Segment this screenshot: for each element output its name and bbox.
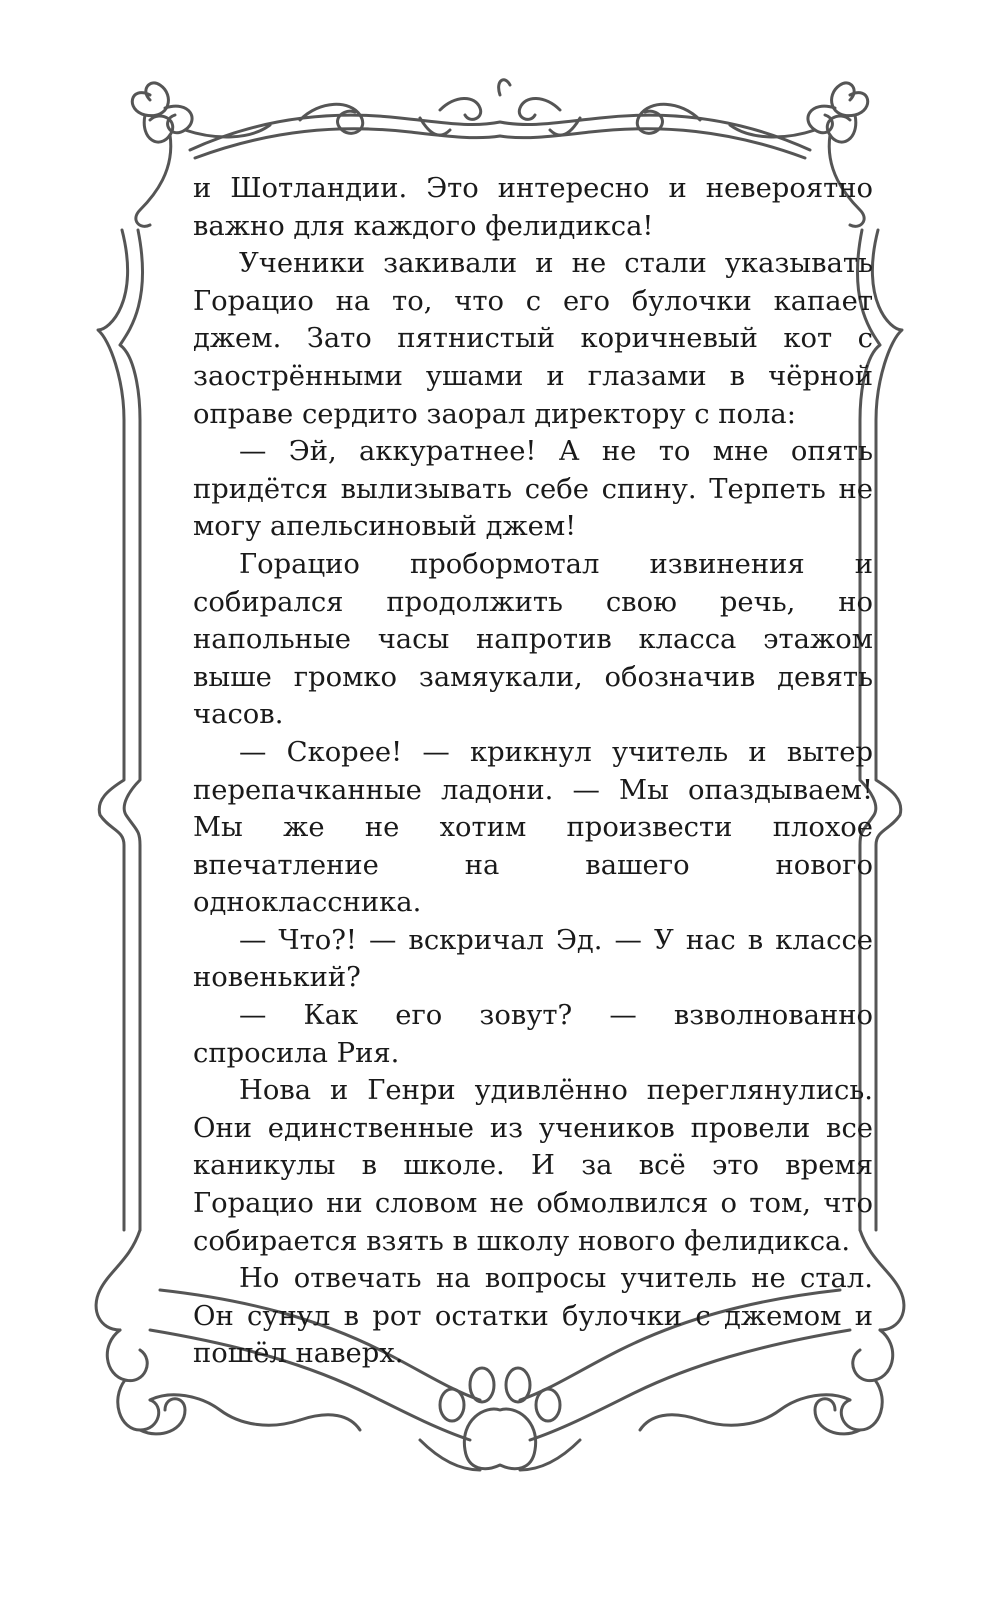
- paragraph: — Как его зовут? — взволнованно спросила Рия.: [193, 1000, 873, 1069]
- top-flourish: [300, 80, 700, 135]
- paragraph: и Шотландии. Это интересно и невероятно важно для каждого фелидикса!: [193, 173, 873, 242]
- paragraph: Горацио пробормотал извинения и собирался продолжить свою речь, но напольные часы напротив класса этажом выше громко замяукали, обозначив девять часов.: [193, 548, 873, 731]
- paragraph: — Эй, аккуратнее! А не то мне опять придётся вылизывать себе спину. Терпеть не могу апельсиновый джем!: [193, 436, 873, 543]
- book-text: [193, 170, 873, 1373]
- paragraph: Ученики закивали и не стали указывать Горацио на то, что с его булочки капает джем. Зато пятнистый коричневый кот с заострёнными ушами и глазами в чёрной оправе сердито заорал директору с пола:: [193, 248, 873, 430]
- paragraph: Но отвечать на вопросы учитель не стал. Он сунул в рот остатки булочки с джемом и пошёл наверх.: [193, 1263, 873, 1370]
- paragraph: — Скорее! — крикнул учитель и вытер перепачканные ладони. — Мы опаздываем! Мы же не хотим произвести плохое впечатление на вашего нового одноклассника.: [193, 736, 873, 919]
- paragraph: — Что?! — вскричал Эд. — У нас в классе новенький?: [193, 924, 873, 994]
- paragraph: Нова и Генри удивлённо переглянулись. Они единственные из учеников провели все каникулы в школе. И за всё это время Горацио ни словом не обмолвился о том, что собирается взять в школу нового фелидикса.: [193, 1075, 873, 1257]
